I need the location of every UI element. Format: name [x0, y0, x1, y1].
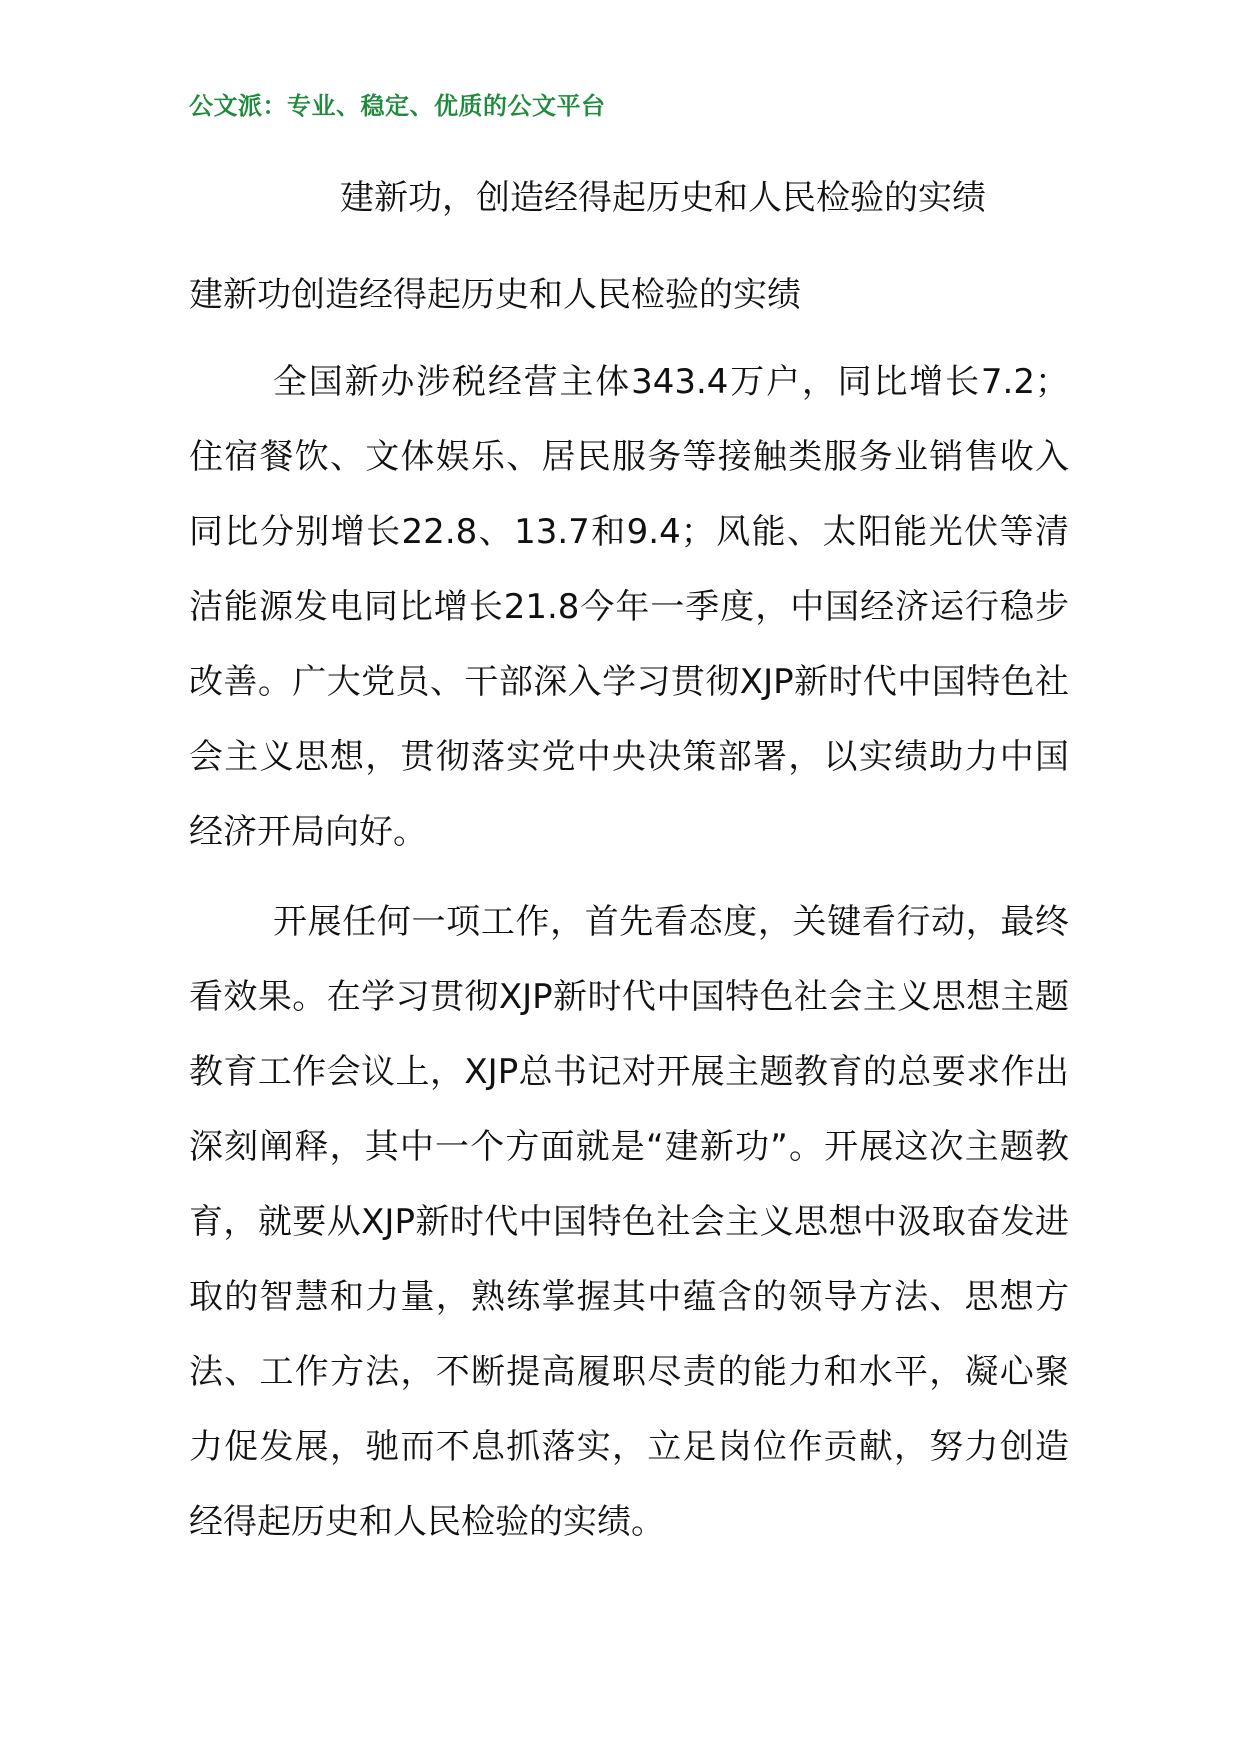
paragraph-1: 全国新办涉税经营主体343.4万户，同比增长7.2；住宿餐饮、文体娱乐、居民服务等接触类服务业销售收入同比分别增长22.8、13.7和9.4；风能、太阳能光伏等清洁能源发电同比增长21.8今年一季度，中国经济运行稳步改善。广大党员、干部深入学习贯彻XJP新时代中国特色社会主义思想，贯彻落实党中央决策部署，以实绩助力中国经济开局向好。: [189, 362, 1069, 852]
document-title: 建新功，创造经得起历史和人民检验的实绩: [340, 178, 986, 218]
header-banner: 公文派：专业、稳定、优质的公文平台: [189, 92, 606, 120]
paragraph-2: 开展任何一项工作，首先看态度，关键看行动，最终看效果。在学习贯彻XJP新时代中国特色社会主义思想主题教育工作会议上，XJP总书记对开展主题教育的总要求作出深刻阐释，其中一个方面就是“建新功”。开展这次主题教育，就要从XJP新时代中国特色社会主义思想中汲取奋发进取的智慧和力量，熟练掌握其中蕴含的领导方法、思想方法、工作方法，不断提高履职尽责的能力和水平，凝心聚力促发展，驰而不息抓落实，立足岗位作贡献，努力创造经得起历史和人民检验的实绩。: [189, 902, 1069, 1542]
document-subtitle: 建新功创造经得起历史和人民检验的实绩: [189, 275, 801, 315]
